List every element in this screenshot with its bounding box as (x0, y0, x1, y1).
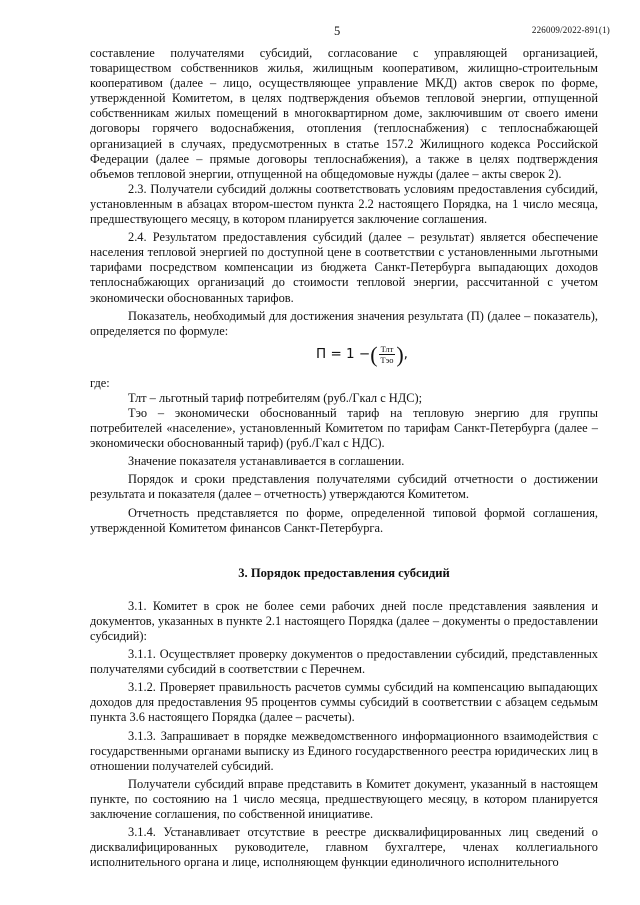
paragraph-where: где: (90, 375, 110, 390)
formula (90, 340, 598, 376)
formula-paren-close: ) (396, 341, 404, 367)
paragraph: Получатели субсидий вправе представить в Комитет документ, указанный в настоящем пункте, по состоянию на 1 число месяца, предшествующего месяцу, в котором планируется заключение соглашения, по собственной инициативе. (90, 776, 598, 822)
formula-paren-open: ( (370, 341, 378, 367)
paragraph: 3.1.3. Запрашивает в порядке межведомственного информационного взаимодействия с государственными органами выписку из Единого государственного реестра юридических лиц в отношении получателей субсидий. (90, 728, 598, 773)
page-header (0, 24, 640, 40)
paragraph: Значение показателя устанавливается в соглашении. (128, 454, 405, 469)
paragraph: Тлт – льготный тариф потребителям (руб./Гкал с НДС); (128, 390, 423, 405)
section-heading: 3. Порядок предоставления субсидий (238, 565, 450, 580)
formula-fraction (379, 344, 396, 365)
paragraph: Показатель, необходимый для достижения значения результата (П) (далее – показатель), определяется по формуле: (90, 308, 598, 338)
paragraph: 3.1. Комитет в срок не более семи рабочих дней после представления заявления и документов, указанных в пункте 2.1 настоящего Порядка (далее – документы о предоставлении субсидий): (90, 598, 598, 643)
paragraph: 2.4. Результатом предоставления субсидий (далее – результат) является обеспечение населения тепловой энергией по доступной цене в соответствии с установленными льготными тарифами посредством компенсации из бюджета Санкт-Петербурга выпадающих доходов теплоснабжающих организаций до стоимости тепловой энергии, рассчитанной с учетом экономически обоснованных тарифов. (90, 230, 598, 305)
formula-tail: , (403, 346, 408, 363)
paragraph: Тэо – экономически обоснованный тариф на тепловую энергию для группы потребителей «население», установленный Комитетом по тарифам Санкт-Петербурга (далее – экономически обоснованный тариф) (руб./Гкал с НДС). (90, 405, 598, 451)
paragraph: Отчетность представляется по форме, определенной типовой формой соглашения, утвержденной Комитетом финансов Санкт-Петербурга. (90, 505, 598, 535)
paragraph: Порядок и сроки представления получателями субсидий отчетности о достижении результата и показателя (далее – отчетность) утверждаются Комитетом. (90, 472, 598, 502)
document-id: 226009/2022-891(1) (531, 25, 610, 35)
formula-lhs: П = 1 − (316, 346, 371, 363)
paragraph: 2.3. Получатели субсидий должны соответствовать условиям предоставления субсидий, установленным в абзацах втором-шестом пункта 2.2 настоящего Порядка, на 1 число месяца, предшествующего месяцу, в котором планируется заключение соглашения. (90, 181, 598, 227)
paragraph: 3.1.1. Осуществляет проверку документов о предоставлении субсидий, представленных получателями субсидий в соответствии с Перечнем. (90, 647, 598, 677)
formula-denominator: Тэо (380, 355, 394, 366)
paragraph: 3.1.4. Устанавливает отсутствие в реестре дисквалифицированных лиц сведений о дисквалифицированных руководителе, главном бухгалтере, членах коллегиального исполнительного органа и лице, исполняющем функции единоличного исполнительного (90, 825, 598, 870)
document-body (90, 46, 598, 870)
page-number: 5 (334, 24, 341, 38)
paragraph: 3.1.2. Проверяет правильность расчетов суммы субсидий на компенсацию выпадающих доходов для предоставления 95 процентов суммы субсидий в соответствии с абзацем седьмым пункта 3.6 настоящего Порядка (далее – расчеты). (90, 680, 598, 725)
formula-numerator: Тлт (380, 344, 394, 355)
paragraph: составление получателями субсидий, согласование с управляющей организацией, товариществом собственников жилья, жилищным кооперативом, жилищно-строительным кооперативом (далее – лицо, осуществляющее управление МКД) актов сверок по форме, утвержденной Комитетом, в целях подтверждения объемов тепловой энергии, отпущенной собственникам жилых помещений в многоквартирном доме, заключившим от своего имени договоры горячего водоснабжения, отопления (теплоснабжения) с теплоснабжающей организацией в случаях, предусмотренных в статье 157.2 Жилищного кодекса Российской Федерации (далее – прямые договоры теплоснабжения), а также в целях подтверждения объемов тепловой энергии, отпущенной на общедомовые нужды (далее – акты сверок 2). (90, 46, 598, 181)
